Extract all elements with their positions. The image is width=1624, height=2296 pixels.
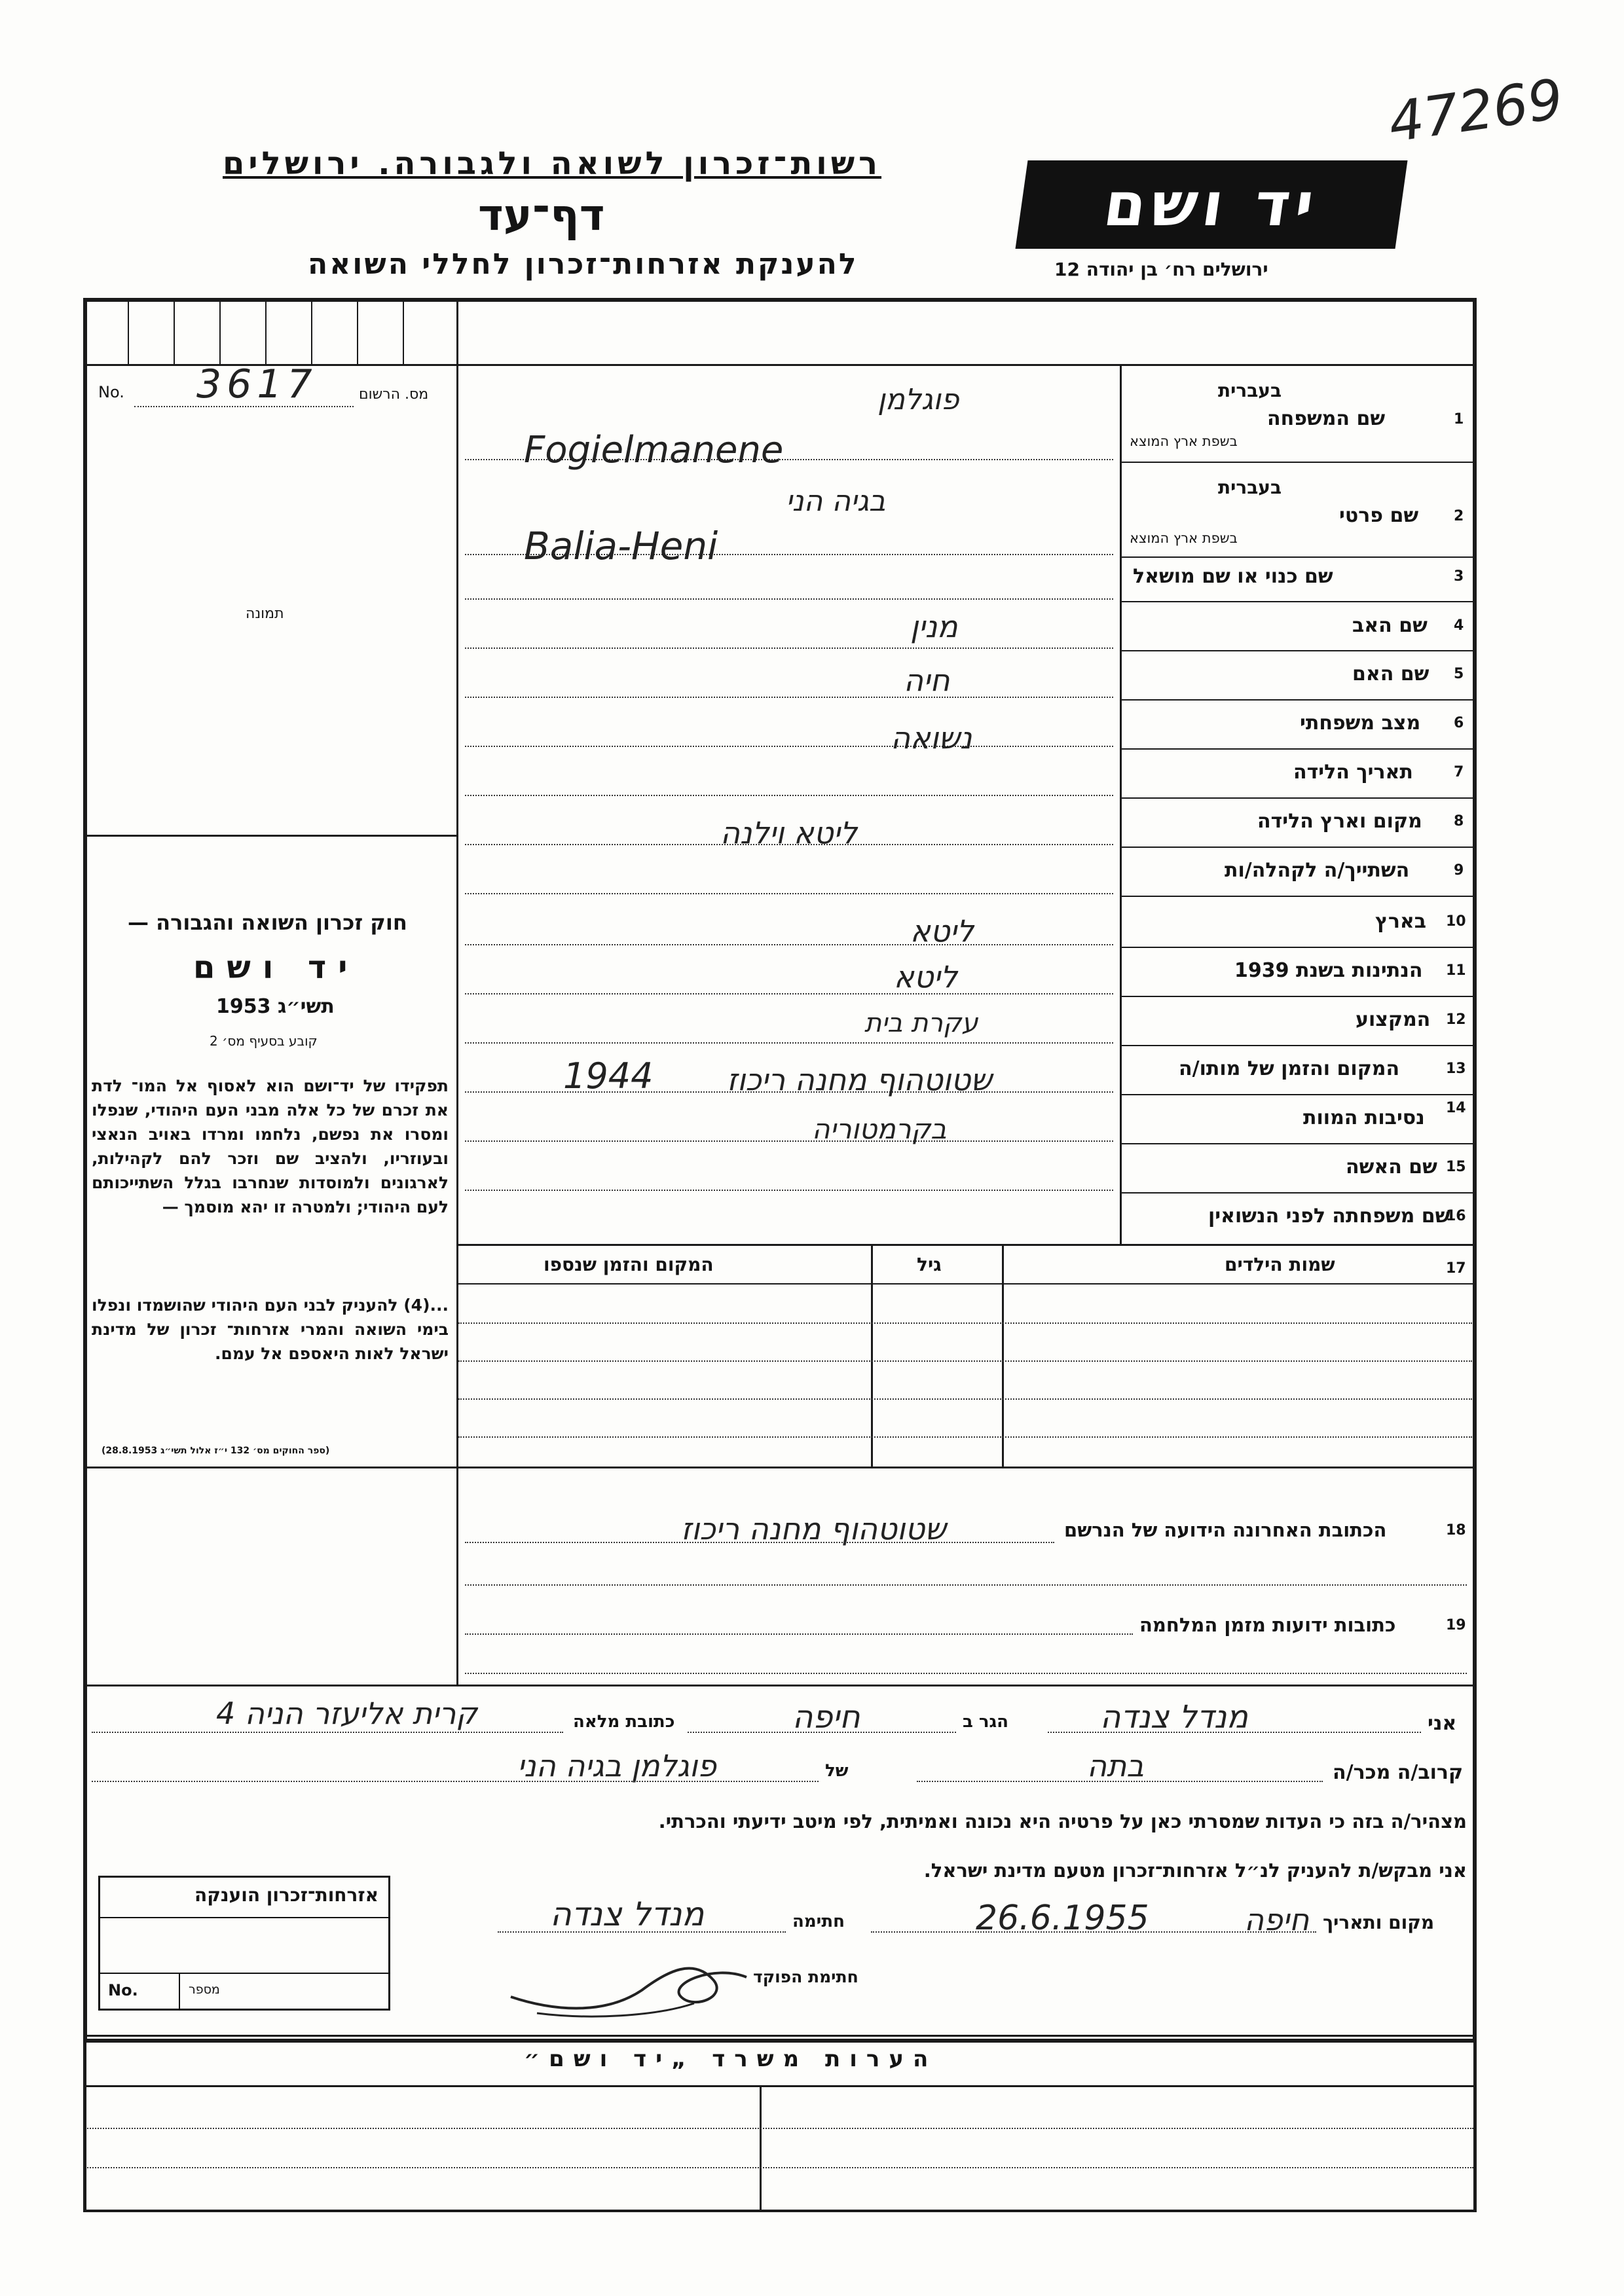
decl-i-label: אני <box>1428 1712 1457 1735</box>
law-name: יד ושם <box>193 949 360 986</box>
office-notes-title: הערות משרד „יד ושם״ <box>524 2046 938 2072</box>
field-13-value: שטוטהוף מחנה ריכוז <box>727 1062 992 1097</box>
field-2-number: 2 <box>1454 508 1464 524</box>
field-16-label: שם משפחתה לפני הנשואין <box>1208 1205 1450 1228</box>
decl-declarant: מנדל צנדה <box>1100 1699 1248 1736</box>
archive-number: 47269 <box>1384 66 1567 155</box>
law-paragraph-2: ...(4) להעניק לבני העם היהודי שהושמדו ונפלו בימי השואה והמרי אזרחות־ זכרון של מדינת ישראל לאות היאספם אל עמם. <box>92 1296 449 1363</box>
decl-of-name: פוגלמן בגיה הני <box>517 1748 717 1783</box>
decl-relative-label: קרוב/ה מכר/ה <box>1333 1761 1464 1784</box>
decl-statement: מצהיר/ה בזה כי העדות שמסרתי כאן על פרטיה היא נכונה ואמיתית, לפי מיטב ידיעתי והכרתי. <box>658 1810 1467 1832</box>
field-10-number: 10 <box>1446 913 1466 930</box>
decl-clerk-label: חתימת הפוקד <box>753 1967 858 1986</box>
field-13-year: 1944 <box>563 1055 654 1097</box>
authority-title: רשות־זכרון לשואה ולגבורה. ירושלים <box>223 145 882 182</box>
decl-request: אני מבקש/ת להעניק לנ״ל אזרחות־זכרון מטעם מדינת ישראל. <box>923 1859 1467 1882</box>
field-18-label: הכתובת האחרונה הידועה של הנרשם <box>1064 1519 1387 1541</box>
field-9-label: השתייך/ה לקהלה/ות <box>1225 859 1410 882</box>
law-paragraph-1: תפקידו של יד־ושם הוא לאסוף אל המו־ לדת את זכרם של כל אלה מבני העם היהודי, שנפלו ומסרו את נפשם, נלחמו ומרדו באויב הנאצי ובעוזריו, ולהציב שם וזכר להם לקהילות, לארגונים ולמוסדות שנחרבו בגלל השתייכותם לעם היהודי; ולמטרה זו יהא מוסמך — <box>92 1076 449 1216</box>
decl-place: חיפה <box>1244 1902 1310 1937</box>
law-note: קובע בסעיף מס׳ 2 <box>210 1033 318 1049</box>
field-14-value: בקרמטוריה <box>812 1113 947 1145</box>
decl-signature: מנדל צנדה <box>550 1895 705 1933</box>
field-2-value-original: Balia-Heni <box>524 524 718 568</box>
field-8-number: 8 <box>1454 813 1464 829</box>
field-2-value-hebrew: בגיה הני <box>786 484 886 518</box>
field-19-label: כתובות ידועות מזמן המלחמה <box>1139 1614 1396 1636</box>
decl-date: 26.6.1955 <box>976 1899 1149 1938</box>
field-3-label: שם כנוי או שם מושאל <box>1133 565 1333 588</box>
field-2-label: שם פרטי <box>1339 504 1419 527</box>
field-4-number: 4 <box>1454 617 1464 634</box>
decl-of-label: של <box>825 1761 849 1781</box>
decl-city: חיפה <box>792 1699 860 1736</box>
field-6-value: נשואה <box>891 720 972 756</box>
law-title: חוק זכרון השואה והגבורה — <box>128 910 407 935</box>
field-2-sub: בשפת ארץ המוצא <box>1130 530 1238 546</box>
field-11-number: 11 <box>1446 962 1466 979</box>
decl-address: קרית אליעזר הניה 4 <box>216 1696 477 1731</box>
field-1-number: 1 <box>1454 411 1464 428</box>
children-col-place: המקום והזמן שנספו <box>544 1254 714 1275</box>
field-4-label: שם האב <box>1352 614 1428 637</box>
decl-lives-label: הגר ב <box>963 1712 1009 1732</box>
decl-relation: בתה <box>1087 1748 1144 1783</box>
field-8-label: מקום וארץ הלידה <box>1257 810 1422 833</box>
field-18-value: שטוטהוף מחנה ריכוז <box>681 1511 946 1546</box>
field-12-label: המקצוע <box>1356 1008 1431 1031</box>
children-col-names: שמות הילדים <box>1225 1254 1335 1275</box>
field-18-number: 18 <box>1446 1522 1466 1539</box>
registration-number: 3617 <box>196 361 318 407</box>
field-3-number: 3 <box>1454 568 1464 585</box>
field-6-label: מצב משפחתי <box>1300 712 1421 735</box>
form-title: דף־עד <box>478 190 605 240</box>
yad-vashem-logo <box>1016 160 1408 249</box>
children-number: 17 <box>1446 1260 1466 1277</box>
field-5-value: חיה <box>904 663 950 698</box>
citizenship-title: אזרחות־זכרון הוענקה <box>194 1884 378 1906</box>
citizenship-box <box>98 1876 390 2011</box>
field-15-label: שם האשה <box>1346 1156 1437 1178</box>
field-7-number: 7 <box>1454 764 1464 780</box>
law-source: (ספר החוקים מס׳ 132 י״ז אלול תשי״ג 28.8.1953) <box>101 1446 330 1456</box>
field-1-value-hebrew: פוגלמן <box>877 383 959 416</box>
field-6-number: 6 <box>1454 715 1464 731</box>
logo-text: יד ושם <box>1099 170 1323 240</box>
field-1-hebrew-tag: בעברית <box>1218 380 1282 401</box>
decl-signature-label: חתימה <box>792 1912 845 1931</box>
field-13-label: המקום והזמן של מותו/ה <box>1179 1057 1400 1080</box>
field-15-number: 15 <box>1446 1159 1466 1175</box>
registration-label: מס. הרשום <box>359 386 429 403</box>
field-1-sub: בשפת ארץ המוצא <box>1130 433 1238 449</box>
field-12-value: עקרת בית <box>864 1008 978 1038</box>
decl-address-label: כתובת מלאה <box>573 1712 675 1732</box>
field-1-value-original: Fogielmanene <box>524 429 784 471</box>
decl-place-date-label: מקום ותאריך <box>1323 1912 1435 1933</box>
field-5-number: 5 <box>1454 666 1464 682</box>
field-14-number: 14 <box>1446 1100 1466 1116</box>
field-5-label: שם האם <box>1352 663 1430 685</box>
field-13-number: 13 <box>1446 1061 1466 1077</box>
logo-address: ירושלים רח׳ בן יהודה 12 <box>1054 259 1268 280</box>
field-11-value: ליטא <box>894 959 958 994</box>
field-11-label: הנתינות בשנת 1939 <box>1234 959 1423 982</box>
law-year: תשי״ג 1953 <box>216 995 335 1018</box>
field-16-number: 16 <box>1446 1208 1466 1224</box>
field-4-value: מנין <box>910 609 958 644</box>
field-2-hebrew-tag: בעברית <box>1218 477 1282 498</box>
field-8-value: ליטא וילנה <box>720 815 858 850</box>
field-7-label: תאריך הלידה <box>1293 761 1413 784</box>
field-14-label: נסיבות המוות <box>1303 1106 1425 1129</box>
form-subtitle: להענקת אזרחות־זכרון לחללי השואה <box>308 247 858 281</box>
citizenship-number-label: מספר <box>189 1982 220 1997</box>
field-12-number: 12 <box>1446 1011 1466 1028</box>
registration-no-prefix: No. <box>98 383 124 401</box>
citizenship-no: No. <box>108 1981 138 1999</box>
field-10-value: ליטא <box>910 913 974 949</box>
photo-label: תמונה <box>246 606 284 622</box>
field-19-number: 19 <box>1446 1617 1466 1633</box>
field-9-number: 9 <box>1454 862 1464 879</box>
field-10-label: בארץ <box>1375 910 1427 933</box>
children-col-age: גיל <box>917 1254 942 1275</box>
field-1-label: שם המשפחה <box>1267 407 1386 430</box>
